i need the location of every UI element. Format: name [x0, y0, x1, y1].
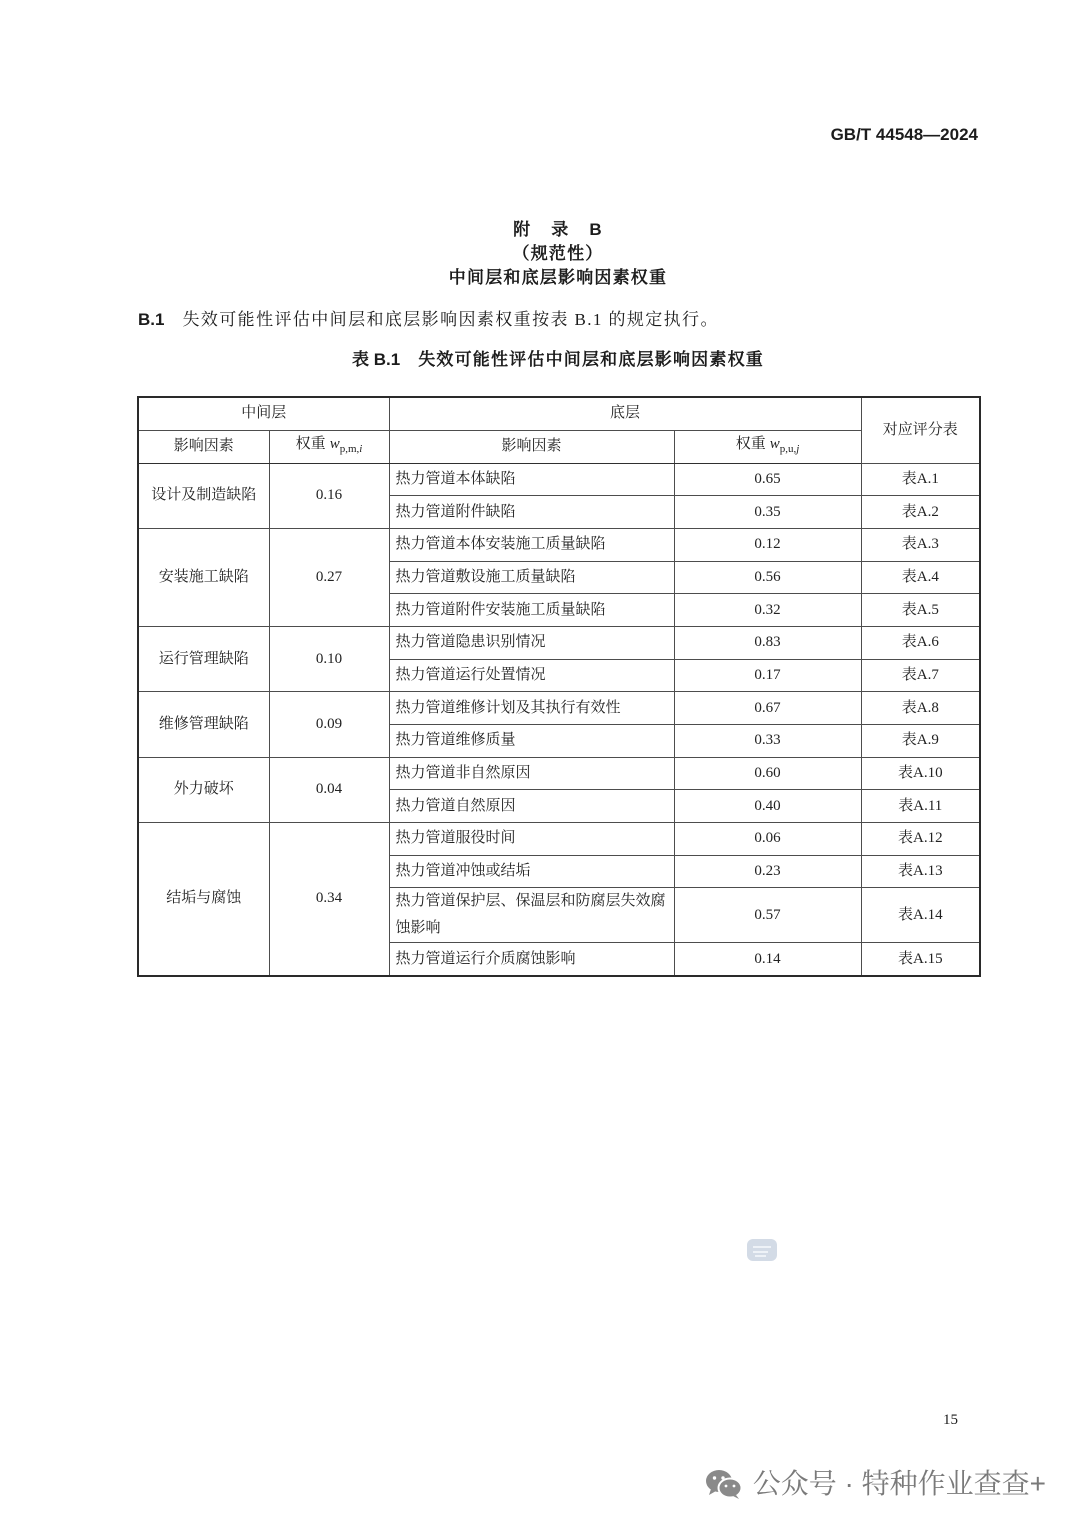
item-factor-cell: 热力管道运行介质腐蚀影响 [389, 943, 674, 976]
middle-weight-symbol: w [329, 435, 340, 452]
item-factor-cell: 热力管道本体缺陷 [389, 463, 674, 496]
item-weight-cell: 0.12 [674, 528, 861, 561]
middle-weight-sub-index: i [359, 442, 363, 455]
item-factor-cell: 热力管道维修质量 [389, 725, 674, 758]
watermark-text: 公众号 · 特种作业查查+ [752, 1468, 1046, 1499]
table-subheader-row [138, 430, 980, 463]
group-factor-cell: 维修管理缺陷 [138, 692, 269, 757]
item-factor-cell: 热力管道维修计划及其执行有效性 [389, 692, 674, 725]
group-weight-cell: 0.04 [269, 757, 389, 822]
page-number: 15 [943, 1412, 958, 1428]
appendix-title: 中间层和底层影响因素权重 [448, 268, 668, 287]
item-weight-cell: 0.67 [674, 692, 861, 725]
item-weight-cell: 0.57 [674, 888, 861, 943]
score-table-cell: 表A.1 [861, 463, 980, 496]
table-caption [137, 348, 979, 372]
appendix-heading [137, 218, 979, 290]
group-weight-cell: 0.16 [269, 463, 389, 528]
wechat-watermark [705, 1466, 1046, 1502]
item-weight-cell: 0.32 [674, 594, 861, 627]
middle-weight-subscript [340, 443, 363, 455]
header-bottom-factor: 影响因素 [389, 430, 674, 463]
score-table-cell: 表A.15 [861, 943, 980, 976]
item-weight-cell: 0.60 [674, 757, 861, 790]
table-row [138, 463, 980, 496]
item-factor-cell: 热力管道隐患识别情况 [389, 626, 674, 659]
item-factor-cell: 热力管道附件安装施工质量缺陷 [389, 594, 674, 627]
item-weight-cell: 0.35 [674, 496, 861, 529]
group-factor-cell: 外力破坏 [138, 757, 269, 822]
table-caption-number: 表 B.1 [352, 350, 401, 369]
appendix-label: 附 录 B [513, 220, 603, 239]
score-table-cell: 表A.3 [861, 528, 980, 561]
clause-b1 [138, 308, 980, 332]
group-weight-cell: 0.10 [269, 626, 389, 691]
score-table-cell: 表A.12 [861, 823, 980, 856]
group-factor-cell: 设计及制造缺陷 [138, 463, 269, 528]
table-row [138, 757, 980, 790]
table-header-row [138, 397, 980, 430]
item-weight-cell: 0.83 [674, 626, 861, 659]
score-table-cell: 表A.14 [861, 888, 980, 943]
item-weight-cell: 0.17 [674, 659, 861, 692]
appendix-nature: （规范性） [512, 244, 604, 263]
item-weight-cell: 0.23 [674, 855, 861, 888]
item-weight-cell: 0.56 [674, 561, 861, 594]
clause-text: 失效可能性评估中间层和底层影响因素权重按表 B.1 的规定执行。 [182, 310, 719, 329]
group-factor-cell: 运行管理缺陷 [138, 626, 269, 691]
group-weight-cell: 0.09 [269, 692, 389, 757]
middle-weight-sub: p,m, [339, 442, 360, 455]
item-factor-cell: 热力管道非自然原因 [389, 757, 674, 790]
bottom-weight-subscript [780, 443, 800, 455]
score-table-cell: 表A.6 [861, 626, 980, 659]
item-factor-cell: 热力管道自然原因 [389, 790, 674, 823]
header-bottom-weight [674, 430, 861, 463]
score-table-cell: 表A.11 [861, 790, 980, 823]
score-table-cell: 表A.5 [861, 594, 980, 627]
item-weight-cell: 0.33 [674, 725, 861, 758]
bottom-weight-label: 权重 [735, 435, 766, 452]
item-factor-cell: 热力管道本体安装施工质量缺陷 [389, 528, 674, 561]
item-factor-cell: 热力管道运行处置情况 [389, 659, 674, 692]
group-factor-cell: 安装施工缺陷 [138, 528, 269, 626]
score-table-cell: 表A.7 [861, 659, 980, 692]
header-middle-factor: 影响因素 [138, 430, 269, 463]
table-row [138, 626, 980, 659]
score-table-cell: 表A.13 [861, 855, 980, 888]
group-factor-cell: 结垢与腐蚀 [138, 823, 269, 976]
table-row [138, 692, 980, 725]
item-weight-cell: 0.65 [674, 463, 861, 496]
group-weight-cell: 0.34 [269, 823, 389, 976]
score-table-cell: 表A.4 [861, 561, 980, 594]
group-weight-cell: 0.27 [269, 528, 389, 626]
item-weight-cell: 0.06 [674, 823, 861, 856]
clause-number: B.1 [138, 310, 165, 329]
item-weight-cell: 0.14 [674, 943, 861, 976]
header-middle-layer: 中间层 [138, 397, 389, 430]
header-bottom-layer: 底层 [389, 397, 861, 430]
item-factor-cell: 热力管道服役时间 [389, 823, 674, 856]
faint-logo-watermark [746, 1237, 778, 1263]
item-factor-cell: 热力管道敷设施工质量缺陷 [389, 561, 674, 594]
table-caption-title: 失效可能性评估中间层和底层影响因素权重 [418, 350, 764, 369]
score-table-cell: 表A.2 [861, 496, 980, 529]
bottom-weight-sub-index: j [796, 442, 800, 455]
middle-weight-label: 权重 [295, 435, 326, 452]
header-score-table: 对应评分表 [861, 397, 980, 463]
document-code: GB/T 44548—2024 [830, 125, 978, 144]
bottom-weight-sub: p,u, [779, 442, 797, 455]
item-factor-cell: 热力管道冲蚀或结垢 [389, 855, 674, 888]
score-table-cell: 表A.9 [861, 725, 980, 758]
bottom-weight-symbol: w [769, 435, 780, 452]
table-row [138, 528, 980, 561]
item-factor-cell: 热力管道保护层、保温层和防腐层失效腐蚀影响 [389, 888, 674, 943]
score-table-cell: 表A.10 [861, 757, 980, 790]
wechat-icon [705, 1468, 743, 1500]
item-weight-cell: 0.40 [674, 790, 861, 823]
table-body [138, 463, 980, 976]
header-middle-weight [269, 430, 389, 463]
item-factor-cell: 热力管道附件缺陷 [389, 496, 674, 529]
score-table-cell: 表A.8 [861, 692, 980, 725]
weights-table [137, 396, 981, 977]
table-row [138, 823, 980, 856]
